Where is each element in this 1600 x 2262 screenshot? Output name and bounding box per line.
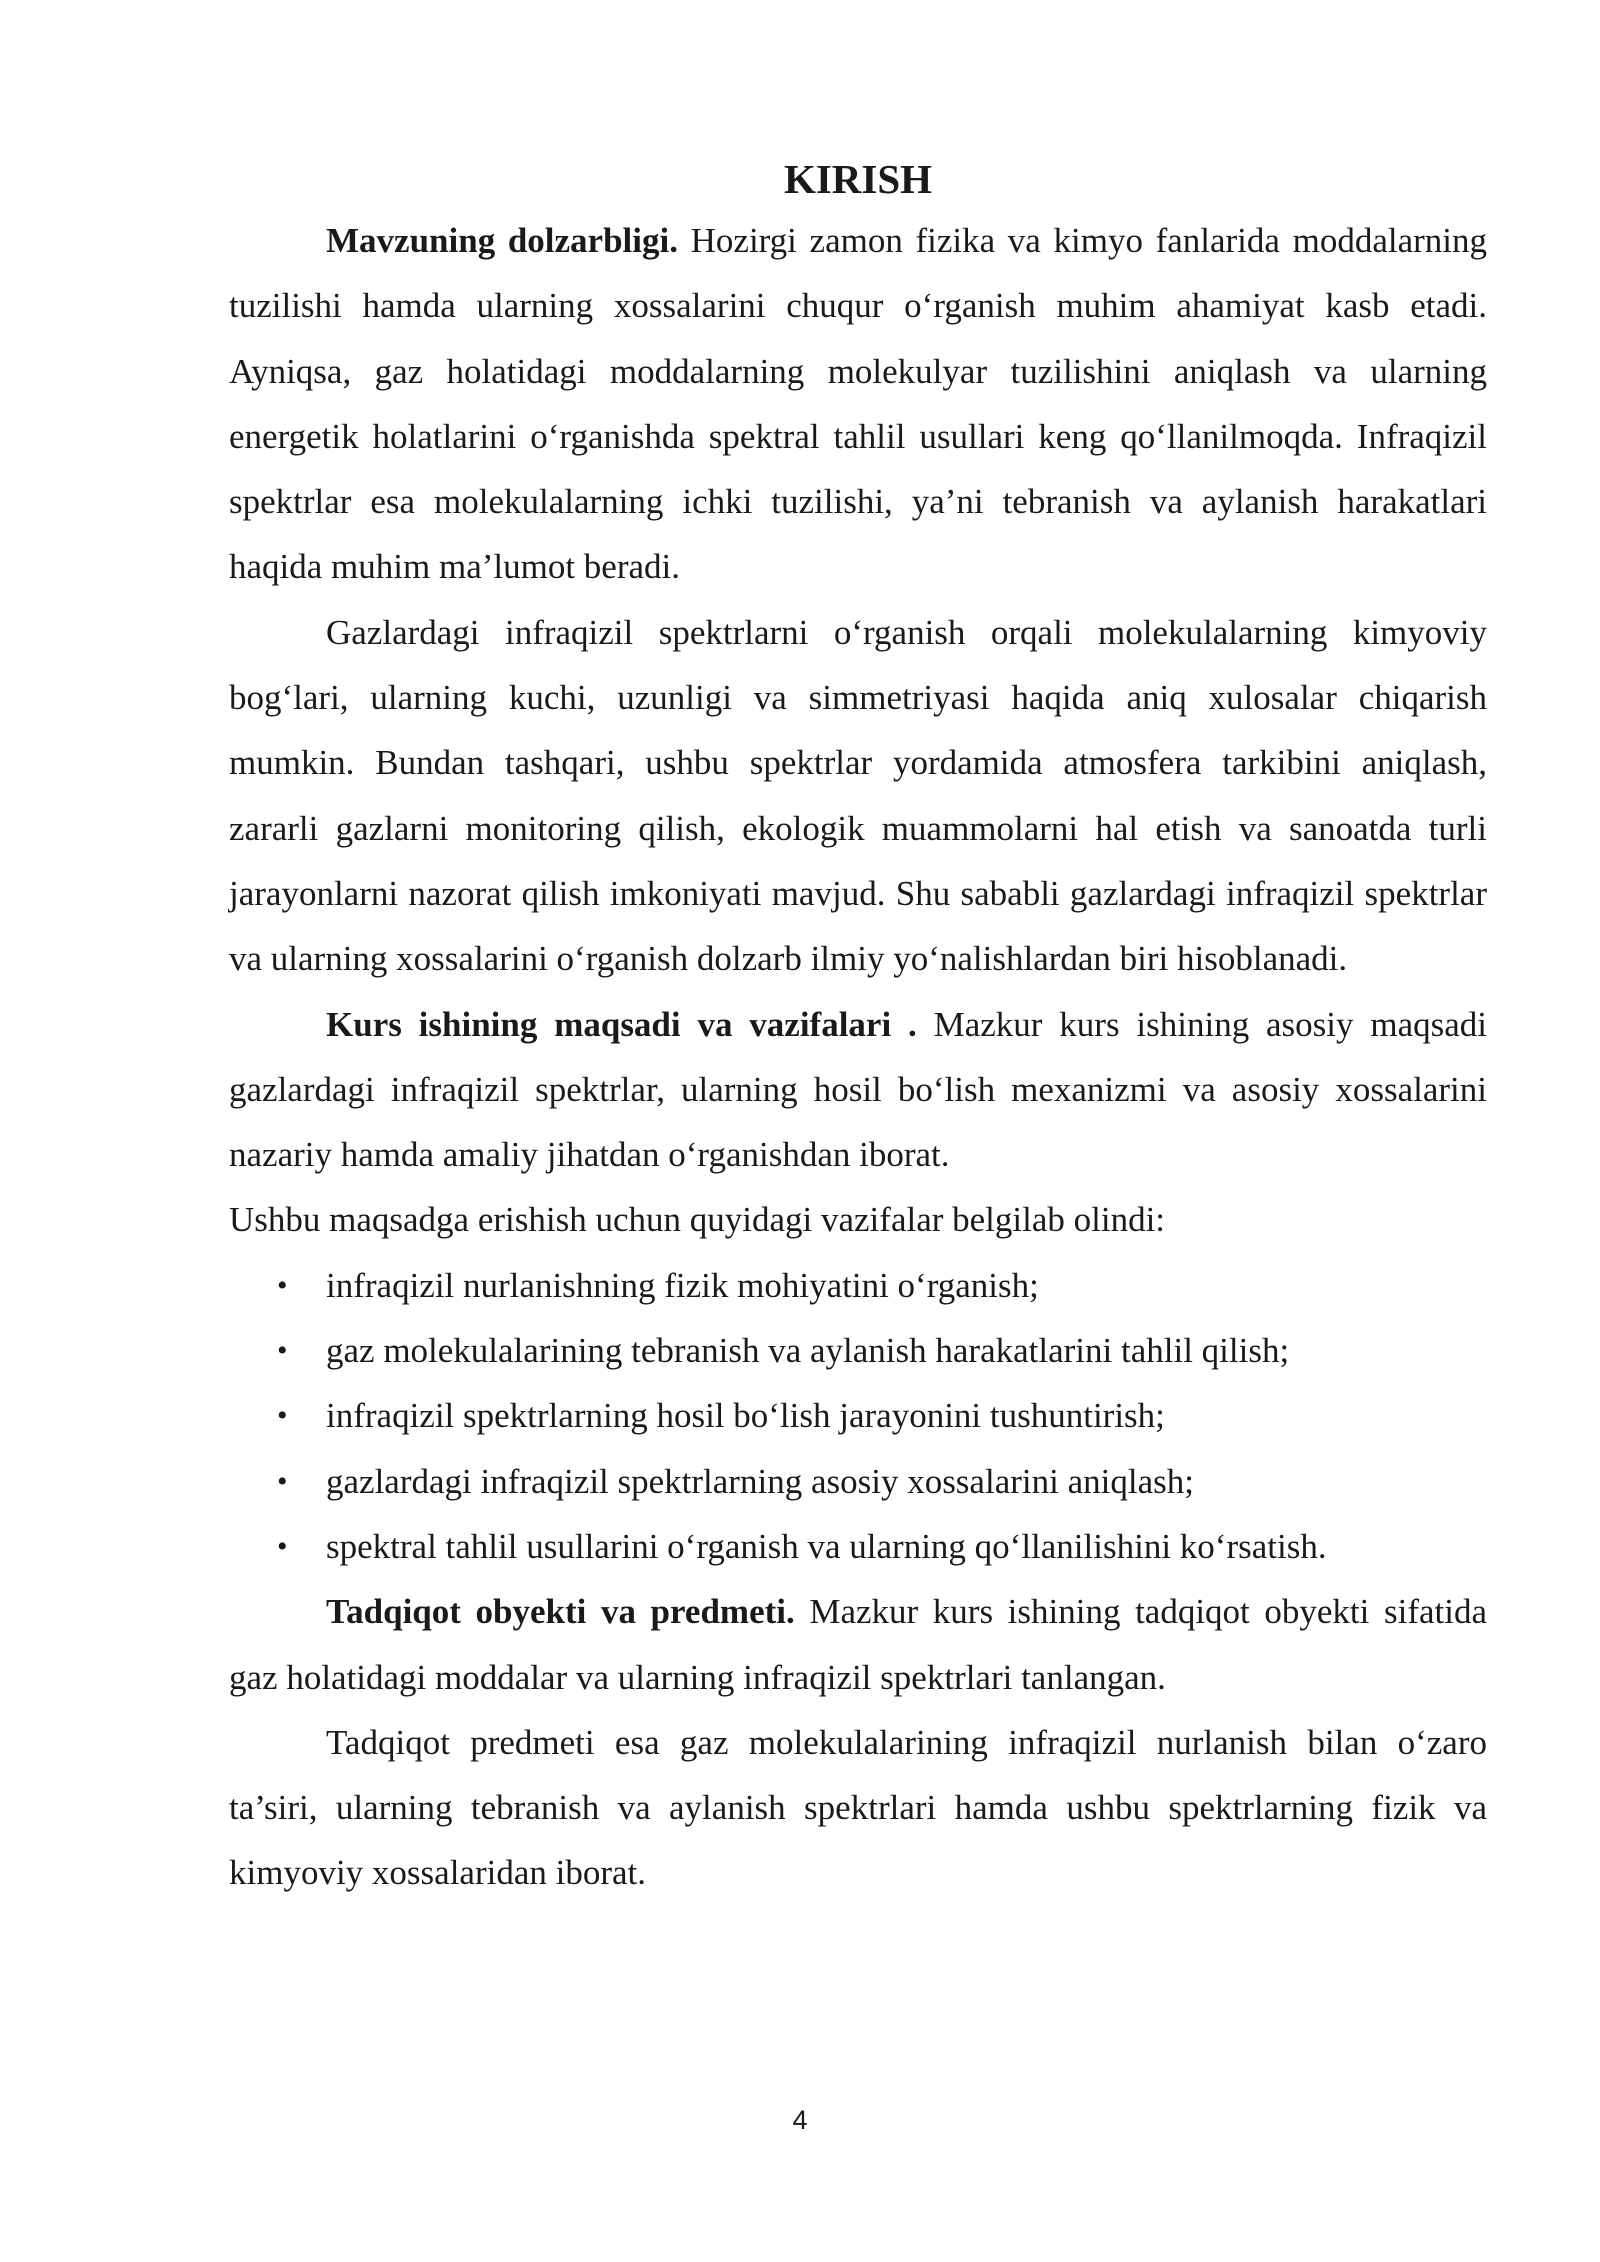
paragraph-text: Mazkur kurs ishining tadqiqot obyekti sifatida gaz holatidagi moddalar va ularning infraqizil spektrlari tanlangan. (229, 1592, 1487, 1697)
list-item-text: gazlardagi infraqizil spektrlarning asosiy xossalarini aniqlash; (326, 1461, 1194, 1501)
paragraph-lead: Tadqiqot obyekti va predmeti. (326, 1592, 795, 1632)
bullet-icon: • (277, 1464, 288, 1498)
bullet-icon: • (277, 1399, 288, 1433)
page-number: 4 (792, 2105, 808, 2135)
bullet-icon: • (277, 1334, 288, 1368)
paragraph-object (229, 1579, 1487, 1710)
tasks-list (229, 1253, 1487, 1579)
tasks-intro: Ushbu maqsadga erishish uchun quyidagi vazifalar belgilab olindi: (229, 1200, 1166, 1240)
list-item (229, 1383, 1487, 1448)
list-item-text: infraqizil nurlanishning fizik mohiyatini o‘rganish; (326, 1265, 1039, 1305)
paragraph-lead: Kurs ishining maqsadi va vazifalari . (326, 1004, 917, 1044)
bullet-icon: • (277, 1268, 288, 1302)
document-page (229, 150, 1487, 1906)
paragraph-text: Mazkur kurs ishining asosiy maqsadi gazlardagi infraqizil spektrlar, ularning hosil bo‘lish mexanizmi va asosiy xossalarini nazariy hamda amaliy jihatdan o‘rganishdan iborat. (229, 1004, 1487, 1175)
paragraph-text: Hozirgi zamon fizika va kimyo fanlarida moddalarning tuzilishi hamda ularning xossalarini chuqur o‘rganish muhim ahamiyat kasb etadi. Ayniqsa, gaz holatidagi moddalarning molekulyar tuzilishini aniqlash va ularning energetik holatlarini o‘rganishda spektral tahlil usullari keng qo‘llanilmoqda. Infraqizil spektrlar esa molekulalarning ichki tuzilishi, ya’ni tebranish va aylanish harakatlari haqida muhim ma’lumot beradi. (229, 221, 1487, 587)
list-item (229, 1253, 1487, 1318)
list-item (229, 1449, 1487, 1514)
paragraph-lead: Mavzuning dolzarbligi. (326, 221, 678, 260)
list-item-text: infraqizil spektrlarning hosil bo‘lish jarayonini tushuntirish; (326, 1396, 1165, 1436)
list-item (229, 1318, 1487, 1383)
paragraph-subject: Tadqiqot predmeti esa gaz molekulalarining infraqizil nurlanish bilan o‘zaro ta’siri, ularning tebranish va aylanish spektrlari hamda ushbu spektrlarning fizik va kimyoviy xossalaridan iborat. (229, 1722, 1487, 1893)
paragraph-goals (229, 992, 1487, 1188)
list-item-text: spektral tahlil usullarini o‘rganish va ularning qo‘llanilishini ko‘rsatish. (326, 1526, 1327, 1566)
bullet-icon: • (277, 1529, 288, 1563)
page-title: KIRISH (783, 156, 933, 202)
paragraph-relevance (229, 208, 1487, 600)
paragraph-infrared-study: Gazlardagi infraqizil spektrlarni o‘rganish orqali molekulalarning kimyoviy bog‘lari, ularning kuchi, uzunligi va simmetriyasi haqida aniq xulosalar chiqarish mumkin. Bundan tashqari, ushbu spektrlar yordamida atmosfera tarkibini aniqlash, zararli gazlarni monitoring qilish, ekologik muammolarni hal etish va sanoatda turli jarayonlarni nazorat qilish imkoniyati mavjud. Shu sababli gazlardagi infraqizil spektrlar va ularning xossalarini o‘rganish dolzarb ilmiy yo‘nalishlardan biri hisoblanadi. (229, 612, 1487, 979)
list-item (229, 1514, 1487, 1579)
list-item-text: gaz molekulalarining tebranish va aylanish harakatlarini tahlil qilish; (326, 1331, 1290, 1371)
